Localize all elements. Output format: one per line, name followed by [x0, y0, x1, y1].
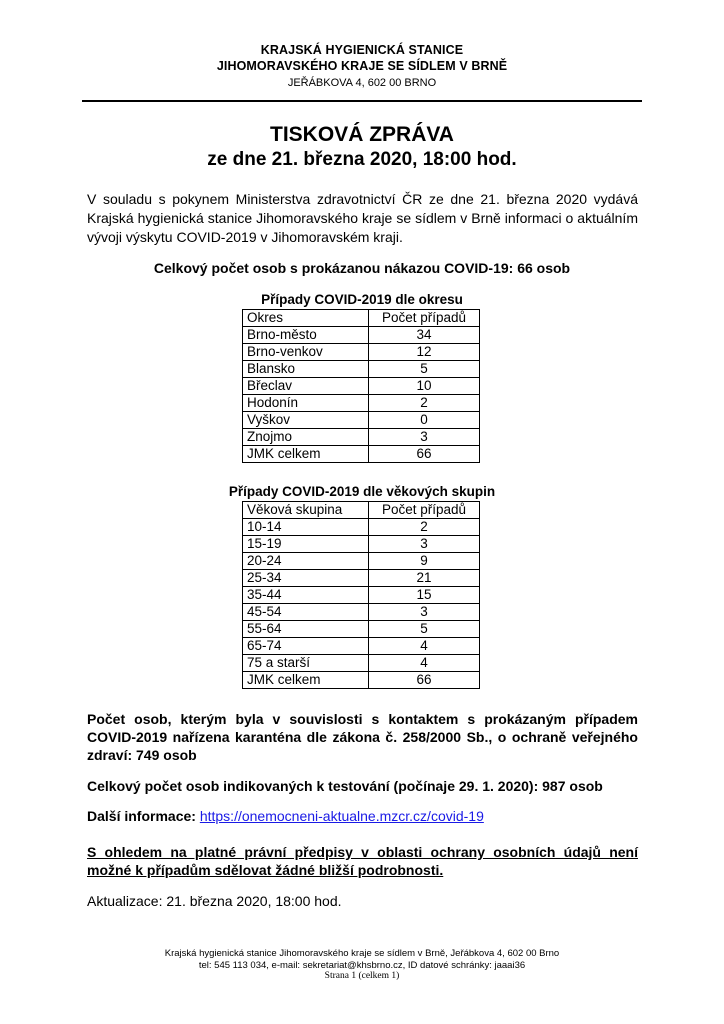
district-name: Břeclav	[243, 378, 369, 395]
district-name: Znojmo	[243, 429, 369, 446]
case-count: 5	[369, 361, 480, 378]
case-count: 3	[369, 429, 480, 446]
case-count: 3	[369, 604, 480, 621]
age-table-caption: Případy COVID-2019 dle věkových skupin	[228, 484, 496, 499]
more-info-label: Další informace:	[87, 808, 196, 824]
case-count: 9	[369, 553, 480, 570]
case-count: 66	[369, 672, 480, 689]
quarantine-paragraph: Počet osob, kterým byla v souvislosti s kontaktem s prokázaným případem COVID-2019 nařízena karanténa dle zákona č. 258/2000 Sb., o ochraně veřejného zdraví: 749 osob	[87, 711, 638, 763]
header-divider	[82, 100, 642, 102]
table-row	[243, 378, 480, 395]
table-header-row	[243, 502, 480, 519]
district-name: Blansko	[243, 361, 369, 378]
table-row	[243, 361, 480, 378]
case-count: 2	[369, 519, 480, 536]
more-info-link[interactable]: https://onemocneni-aktualne.mzcr.cz/covid-19	[199, 808, 484, 824]
table-row	[243, 604, 480, 621]
table-row	[243, 570, 480, 587]
header-line-2: JIHOMORAVSKÉHO KRAJE SE SÍDLEM V BRNĚ	[216, 59, 508, 73]
table-header-cell: Okres	[243, 310, 369, 327]
case-count: 15	[369, 587, 480, 604]
case-count: 4	[369, 655, 480, 672]
case-count: 4	[369, 638, 480, 655]
age-group: 15-19	[243, 536, 369, 553]
age-group: JMK celkem	[243, 672, 369, 689]
age-group: 55-64	[243, 621, 369, 638]
district-name: JMK celkem	[243, 446, 369, 463]
table-row	[243, 429, 480, 446]
table-row	[243, 655, 480, 672]
table-header-row	[243, 310, 480, 327]
table-row	[243, 553, 480, 570]
intro-paragraph: V souladu s pokynem Ministerstva zdravotnictví ČR ze dne 21. března 2020 vydává Krajská hygienická stanice Jihomoravského kraje se sídlem v Brně informaci o aktuálním vývoji výskytu COVID-2019 v Jihomoravském kraji.	[87, 191, 638, 245]
case-count: 5	[369, 621, 480, 638]
age-group: 20-24	[243, 553, 369, 570]
table-header-cell: Počet případů	[369, 502, 480, 519]
table-row	[243, 587, 480, 604]
page-subtitle-date: ze dne 21. března 2020, 18:00 hod.	[207, 149, 517, 170]
case-count: 3	[369, 536, 480, 553]
table-header-cell: Věková skupina	[243, 502, 369, 519]
district-table-caption: Případy COVID-2019 dle okresu	[261, 292, 463, 307]
table-row	[243, 344, 480, 361]
privacy-notice: S ohledem na platné právní předpisy v oblasti ochrany osobních údajů není možné k případům sdělovat žádné bližší podrobnosti.	[87, 844, 638, 878]
table-row	[243, 672, 480, 689]
case-count: 66	[369, 446, 480, 463]
footer-address: Krajská hygienická stanice Jihomoravského kraje se sídlem v Brně, Jeřábkova 4, 602 00 Brno	[164, 948, 560, 959]
case-count: 0	[369, 412, 480, 429]
case-count: 2	[369, 395, 480, 412]
table-row	[243, 327, 480, 344]
age-group: 65-74	[243, 638, 369, 655]
page-title: TISKOVÁ ZPRÁVA	[270, 123, 454, 146]
table-row	[243, 621, 480, 638]
table-row	[243, 446, 480, 463]
footer-contact: tel: 545 113 034, e-mail: sekretariat@khsbrno.cz, ID datové schránky: jaaai36	[198, 960, 526, 971]
table-row	[243, 395, 480, 412]
district-name: Brno-venkov	[243, 344, 369, 361]
case-count: 34	[369, 327, 480, 344]
age-table	[242, 501, 480, 689]
table-header-cell: Počet případů	[369, 310, 480, 327]
age-group: 75 a starší	[243, 655, 369, 672]
case-count: 12	[369, 344, 480, 361]
case-count: 10	[369, 378, 480, 395]
total-cases: Celkový počet osob s prokázanou nákazou COVID-19: 66 osob	[153, 260, 571, 276]
testing-paragraph: Celkový počet osob indikovaných k testování (počínaje 29. 1. 2020): 987 osob	[87, 778, 603, 794]
table-row	[243, 519, 480, 536]
age-group: 10-14	[243, 519, 369, 536]
district-name: Brno-město	[243, 327, 369, 344]
update-timestamp: Aktualizace: 21. března 2020, 18:00 hod.	[87, 893, 342, 909]
age-group: 25-34	[243, 570, 369, 587]
district-name: Hodonín	[243, 395, 369, 412]
table-row	[243, 638, 480, 655]
district-name: Vyškov	[243, 412, 369, 429]
age-group: 45-54	[243, 604, 369, 621]
header-line-1: KRAJSKÁ HYGIENICKÁ STANICE	[260, 43, 464, 57]
district-table	[242, 309, 480, 463]
footer-page-number: Strana 1 (celkem 1)	[324, 971, 400, 981]
header-address: JEŘÁBKOVA 4, 602 00 BRNO	[287, 77, 437, 89]
table-row	[243, 412, 480, 429]
age-group: 35-44	[243, 587, 369, 604]
more-info	[87, 808, 484, 824]
case-count: 21	[369, 570, 480, 587]
table-row	[243, 536, 480, 553]
